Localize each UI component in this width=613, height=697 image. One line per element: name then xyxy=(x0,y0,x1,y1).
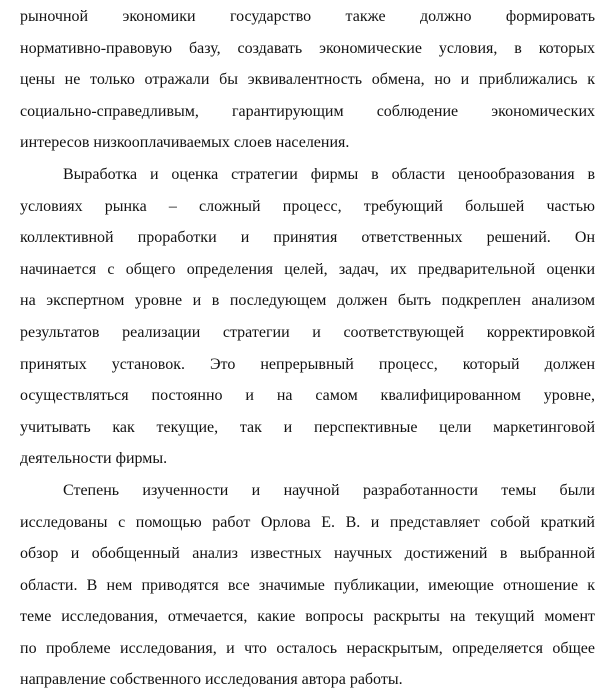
paragraph-3 xyxy=(20,475,595,696)
text-line: учитывать как текущие, так и перспективные цели маркетинговой xyxy=(20,418,595,436)
paragraph-2 xyxy=(20,159,595,475)
text-line: направление собственного исследования автора работы. xyxy=(20,671,403,689)
text-line: рыночной экономики государство также должно формировать xyxy=(20,8,595,25)
text-line: на экспертном уровне и в последующем должен быть подкреплен анализом xyxy=(20,292,595,310)
text-line: области. В нем приводятся все значимые публикации, имеющие отношение к xyxy=(20,576,595,594)
text-line: Степень изученности и научной разработанности темы были xyxy=(63,481,595,499)
text-line: условиях рынка – сложный процесс, требующий большей частью xyxy=(20,197,595,215)
text-line: нормативно-правовую базу, создавать экономические условия, в которых xyxy=(20,39,595,57)
text-line: теме исследования, отмечается, какие вопросы раскрыты на текущий момент xyxy=(20,608,595,626)
text-line: начинается с общего определения целей, задач, их предварительной оценки xyxy=(20,260,595,278)
text-line: осуществляться постоянно и на самом квалифицированном уровне, xyxy=(20,387,595,405)
paragraph-1 xyxy=(20,1,595,159)
text-line: обзор и обобщенный анализ известных научных достижений в выбранной xyxy=(20,545,595,563)
text-line: цены не только отражали бы эквивалентность обмена, но и приближались к xyxy=(20,71,595,89)
text-line: интересов низкооплачиваемых слоев населения. xyxy=(20,134,350,152)
text-line: по проблеме исследования, и что осталось нераскрытым, определяется общее xyxy=(20,639,595,657)
text-line: Выработка и оценка стратегии фирмы в области ценообразования в xyxy=(63,165,595,183)
text-line: деятельности фирмы. xyxy=(20,450,168,468)
text-line: социально-справедливым, гарантирующим соблюдение экономических xyxy=(20,102,595,120)
text-line: результатов реализации стратегии и соответствующей корректировкой xyxy=(20,323,595,341)
text-line: исследованы с помощью работ Орлова Е. В. и представляет собой краткий xyxy=(20,513,595,531)
text-line: принятых установок. Это непрерывный процесс, который должен xyxy=(20,355,595,373)
text-line: коллективной проработки и принятия ответственных решений. Он xyxy=(20,229,595,247)
